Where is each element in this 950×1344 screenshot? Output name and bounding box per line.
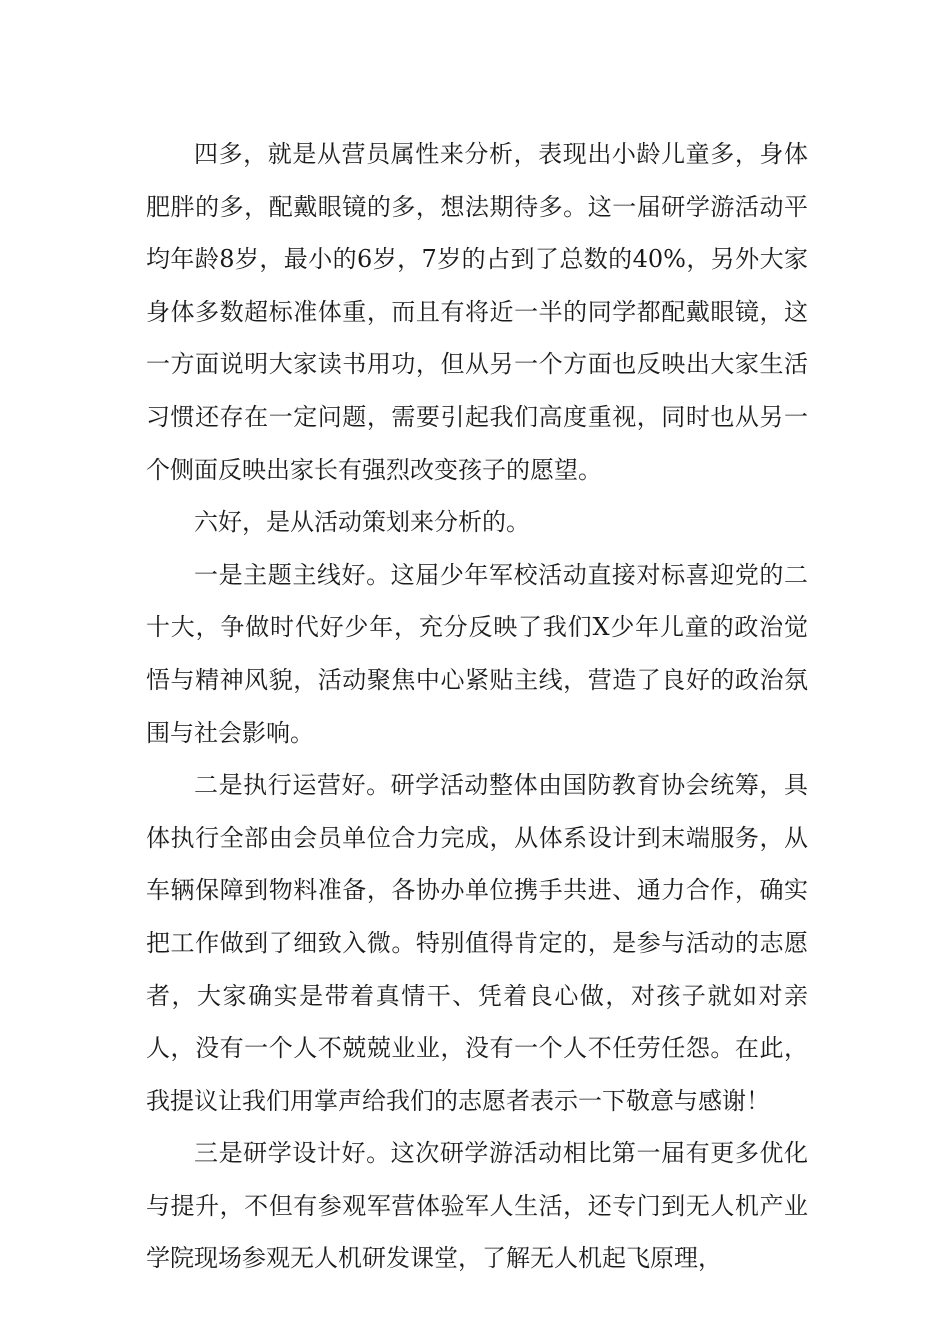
paragraph-study-design: 三是研学设计好。这次研学游活动相比第一届有更多优化与提升，不但有参观军营体验军人生活，还专门到无人机产业学院现场参观无人机研发课堂，了解无人机起飞原理，: [146, 1139, 808, 1273]
paragraph-six-good-intro: 六好，是从活动策划来分析的。: [194, 508, 530, 537]
paragraph-four-many: 四多，就是从营员属性来分析，表现出小龄儿童多，身体肥胖的多，配戴眼镜的多，想法期待多。这一届研学游活动平均年龄8岁，最小的6岁，7岁的占到了总数的40%，另外大家身体多数超标准体重，而且有将近一半的同学都配戴眼镜，这一方面说明大家读书用功，但从另一个方面也反映出大家生活习惯还存在一定问题，需要引起我们高度重视，同时也从另一个侧面反映出家长有强烈改变孩子的愿望。: [146, 140, 808, 484]
paragraph-execution-operation: 二是执行运营好。研学活动整体由国防教育协会统筹，具体执行全部由会员单位合力完成，从体系设计到末端服务，从车辆保障到物料准备，各协办单位携手共进、通力合作，确实把工作做到了细致入微。特别值得肯定的，是参与活动的志愿者，大家确实是带着真情干、凭着良心做，对孩子就如对亲人，没有一个人不兢兢业业，没有一个人不任劳任怨。在此，我提议让我们用掌声给我们的志愿者表示一下敬意与感谢！: [146, 771, 808, 1115]
document-body: [146, 128, 808, 1285]
paragraph-theme-mainline: 一是主题主线好。这届少年军校活动直接对标喜迎党的二十大，争做时代好少年，充分反映了我们X少年儿童的政治觉悟与精神风貌，活动聚焦中心紧贴主线，营造了良好的政治氛围与社会影响。: [146, 560, 808, 747]
